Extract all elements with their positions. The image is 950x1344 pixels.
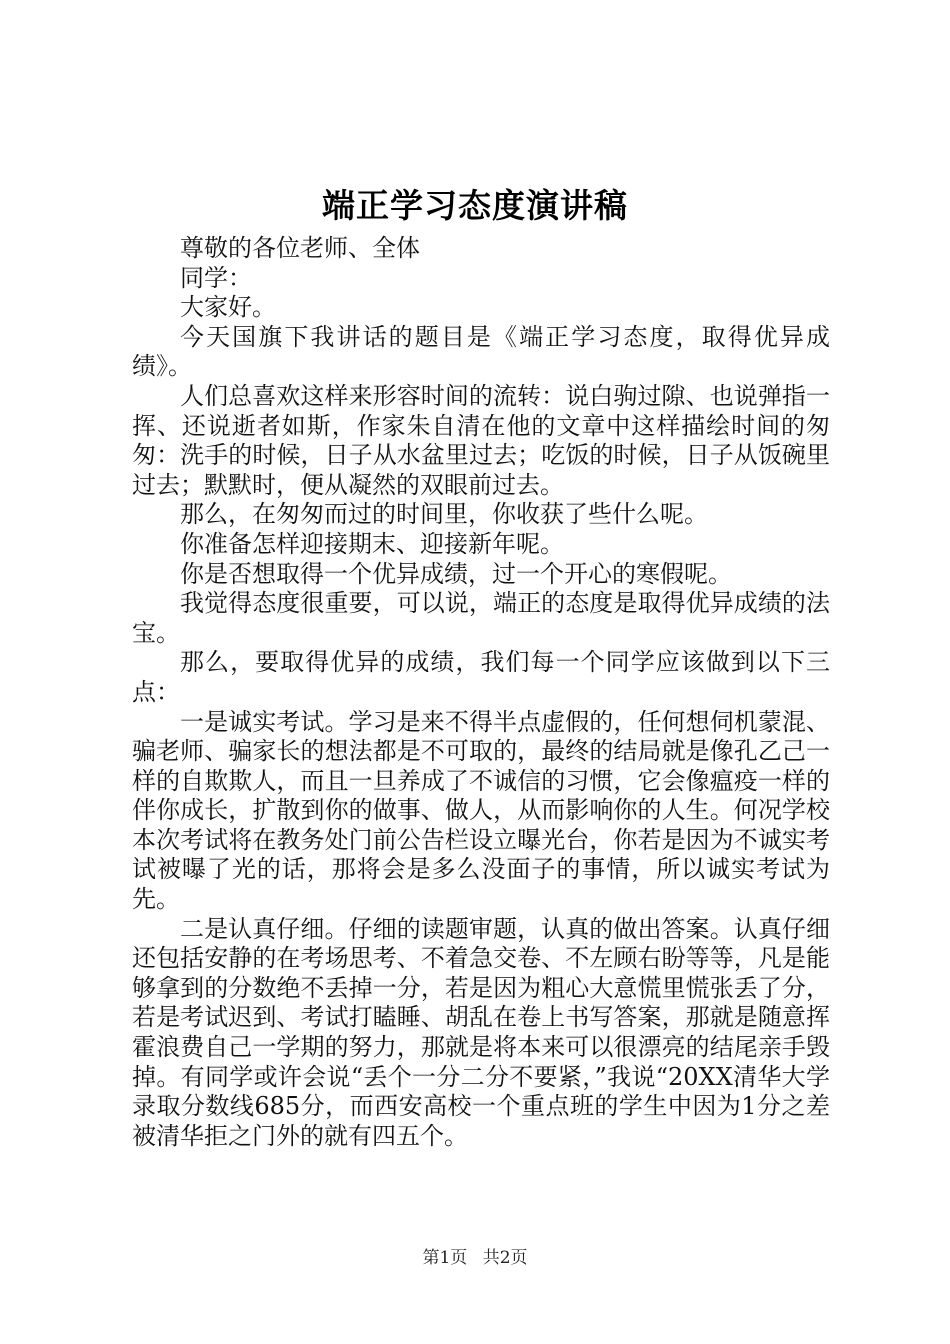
paragraph-topic: 今天国旗下我讲话的题目是《端正学习态度，取得优异成绩》。	[132, 322, 830, 381]
document-title: 端正学习态度演讲稿	[322, 186, 628, 225]
paragraph-question-2: 你准备怎样迎接期末、迎接新年呢。	[180, 529, 564, 558]
paragraph-time: 人们总喜欢这样来形容时间的流转：说白驹过隙、也说弹指一挥、还说逝者如斯，作家朱自清在他的文章中这样描绘时间的匆匆：洗手的时候，日子从水盆里过去；吃饭的时候，日子从饭碗里过去；默默时，便从凝然的双眼前过去。	[132, 381, 830, 499]
paragraph-question-3: 你是否想取得一个优异成绩，过一个开心的寒假呢。	[180, 559, 732, 588]
paragraph-three-points: 那么，要取得优异的成绩，我们每一个同学应该做到以下三点：	[132, 648, 830, 706]
paragraph-hello: 大家好。	[180, 293, 276, 322]
paragraph-point-two: 二是认真仔细。仔细的读题审题，认真的做出答案。认真仔细还包括安静的在考场思考、不着急交卷、不左顾右盼等等，凡是能够拿到的分数绝不丢掉一分，若是因为粗心大意慌里慌张丢了分，若是考试迟到、考试打瞌睡、胡乱在卷上书写答案，那就是随意挥霍浪费自己一学期的努力，那就是将本来可以很漂亮的结尾亲手毁掉。有同学或许会说“丢个一分二分不要紧，”我说“20XX清华大学录取分数线685分，而西安高校一个重点班的学生中因为1分之差被清华拒之门外的就有四五个。	[132, 914, 830, 1150]
paragraph-greeting-2: 同学：	[180, 263, 252, 292]
paragraph-attitude: 我觉得态度很重要，可以说，端正的态度是取得优异成绩的法宝。	[132, 589, 830, 647]
page-total: 共2页	[482, 1248, 528, 1268]
page-footer	[0, 1243, 950, 1268]
document-body	[132, 234, 830, 1151]
paragraph-question-1: 那么，在匆匆而过的时间里，你收获了些什么呢。	[180, 500, 708, 529]
paragraph-greeting-1: 尊敬的各位老师、全体	[180, 234, 420, 262]
paragraph-point-one: 一是诚实考试。学习是来不得半点虚假的，任何想伺机蒙混、骗老师、骗家长的想法都是不可取的，最终的结局就是像孔乙己一样的自欺欺人，而且一旦养成了不诚信的习惯，它会像瘟疫一样的伴你成长，扩散到你的做事、做人，从而影响你的人生。何况学校本次考试将在教务处门前公告栏设立曝光台，你若是因为不诚实考试被曝了光的话，那将会是多么没面子的事情，所以诚实考试为先。	[132, 707, 830, 914]
page-number: 第1页	[422, 1248, 468, 1268]
